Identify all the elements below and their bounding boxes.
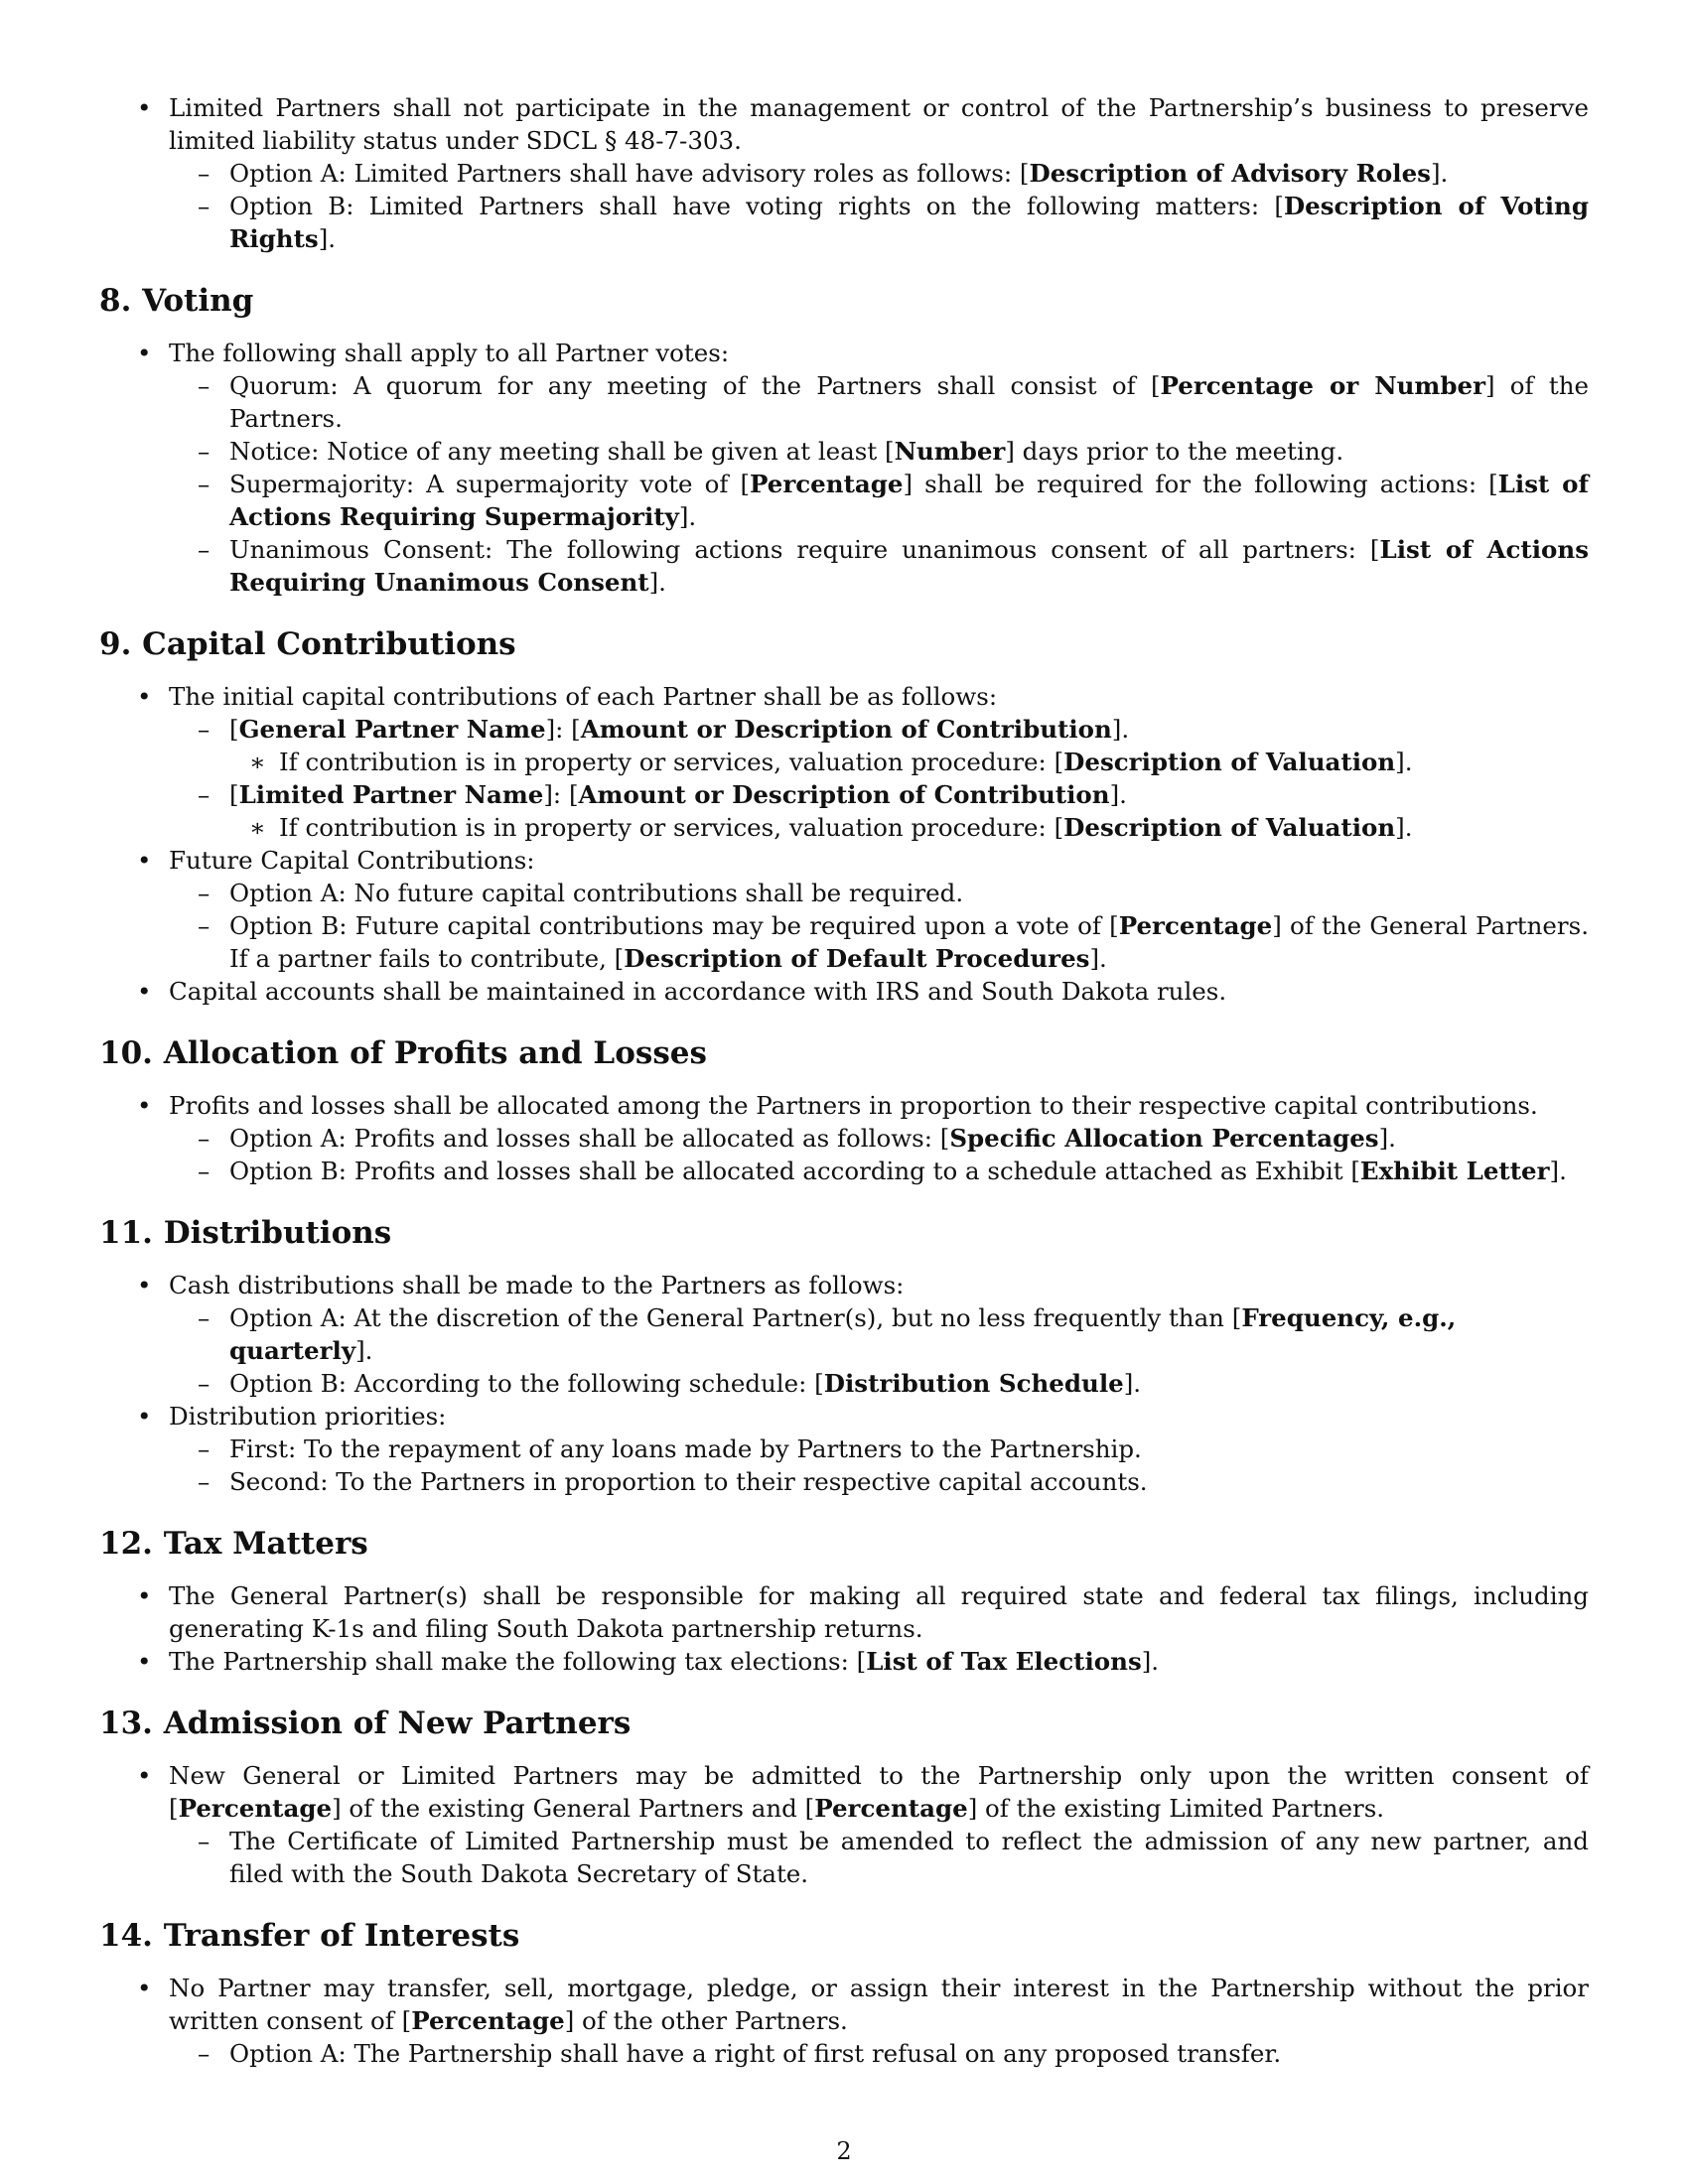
bullet-list: [99, 1579, 1589, 1678]
list-item: [229, 811, 1589, 844]
list-item: [169, 468, 1589, 533]
section-title: 11. Distributions: [99, 1215, 392, 1251]
list-item: [169, 1465, 1589, 1498]
list-item: [99, 1972, 1589, 2070]
item-text: Second: To the Partners in proportion to their respective capital accounts.: [229, 1467, 1148, 1496]
list-item: [99, 1759, 1589, 1890]
item-text: [: [229, 780, 239, 809]
section-14-transfer: [99, 1916, 1589, 2070]
item-text: ].: [1111, 715, 1130, 744]
placeholder-field: Percentage: [178, 1794, 333, 1823]
list-item: [99, 844, 1589, 975]
item-text: ].: [648, 568, 666, 597]
list-item: [169, 533, 1589, 599]
item-text: If contribution is in property or services, valuation procedure: [: [279, 748, 1064, 776]
item-text: Option B: Limited Partners shall have voting rights on the following matters: [: [229, 192, 1284, 220]
item-text: ].: [1378, 1124, 1396, 1153]
placeholder-field: List of Actions Requiring Unanimous Consent: [229, 535, 1589, 597]
section-title: 14. Transfer of Interests: [99, 1918, 520, 1954]
section-13-admission: [99, 1704, 1589, 1890]
placeholder-field: Frequency, e.g., quarterly: [229, 1303, 1457, 1365]
item-text: ] of the existing General Partners and [: [332, 1794, 815, 1823]
placeholder-field: Description of Valuation: [1063, 813, 1396, 842]
placeholder-field: Amount or Description of Contribution: [578, 780, 1110, 809]
section-title: 10. Allocation of Profits and Losses: [99, 1035, 707, 1071]
bullet-list: [99, 1269, 1589, 1498]
item-text: Option B: Profits and losses shall be allocated according to a schedule attached as Exhibit [: [229, 1157, 1360, 1185]
item-text: Supermajority: A supermajority vote of [: [229, 470, 750, 498]
list-item: [99, 1269, 1589, 1400]
sub-list: [169, 369, 1589, 599]
item-text: Option A: Profits and losses shall be allocated as follows: [: [229, 1124, 950, 1153]
item-text: First: To the repayment of any loans made by Partners to the Partnership.: [229, 1434, 1142, 1463]
item-text: Option A: No future capital contributions shall be required.: [229, 879, 964, 907]
item-text: Option A: Limited Partners shall have advisory roles as follows: [: [229, 159, 1030, 188]
item-text: ] of the General Partners. If a partner fails to contribute, [: [229, 911, 1589, 973]
bullet-list: [99, 337, 1589, 599]
list-item: [169, 369, 1589, 435]
section-11-distributions: [99, 1213, 1589, 1498]
page-number: 2: [836, 2137, 852, 2165]
item-text: Distribution priorities:: [169, 1402, 447, 1431]
section-9-capital-contributions: [99, 624, 1589, 1008]
list-item: [169, 1433, 1589, 1465]
placeholder-field: Description of Valuation: [1063, 748, 1396, 776]
bullet-list: [99, 91, 1589, 255]
item-text: The General Partner(s) shall be responsible for making all required state and federal tax filings, including generating K-1s and filing South Dakota partnership returns.: [169, 1581, 1589, 1643]
sub-list: [169, 1301, 1589, 1400]
placeholder-field: Percentage or Number: [1160, 371, 1485, 400]
item-text: ] of the other Partners.: [564, 2006, 848, 2035]
placeholder-field: Limited Partner Name: [238, 780, 544, 809]
item-text: ].: [1395, 748, 1413, 776]
bullet-list: [99, 1972, 1589, 2070]
list-item: [99, 1089, 1589, 1187]
item-text: [: [229, 715, 239, 744]
placeholder-field: Percentage: [750, 470, 904, 498]
item-text: New General or Limited Partners may be admitted to the Partnership only upon the written consent of [: [169, 1761, 1589, 1823]
bullet-list: [99, 1089, 1589, 1187]
placeholder-field: List of Actions Requiring Supermajority: [229, 470, 1589, 531]
section-title: 13. Admission of New Partners: [99, 1706, 632, 1741]
sub-list: [169, 157, 1589, 255]
list-item: [99, 680, 1589, 844]
sub-sub-list: [229, 746, 1589, 778]
section-title: 9. Capital Contributions: [99, 626, 516, 662]
list-item: [229, 746, 1589, 778]
sub-sub-list: [229, 811, 1589, 844]
item-text: Quorum: A quorum for any meeting of the Partners shall consist of [: [229, 371, 1161, 400]
item-text: No Partner may transfer, sell, mortgage, pledge, or assign their interest in the Partnership without the prior written consent of [: [169, 1974, 1589, 2035]
list-item: [99, 1579, 1589, 1645]
list-item: [169, 909, 1589, 975]
placeholder-field: Percentage: [1118, 911, 1273, 940]
list-item: [169, 877, 1589, 909]
sub-list: [169, 1433, 1589, 1498]
list-item: [169, 1825, 1589, 1890]
placeholder-field: List of Tax Elections: [866, 1647, 1142, 1676]
document-body: [99, 91, 1589, 2096]
item-text: Limited Partners shall not participate in the management or control of the Partnership’s business to preserve limited liability status under SDCL § 48-7-303.: [169, 93, 1589, 155]
placeholder-field: Specific Allocation Percentages: [949, 1124, 1379, 1153]
list-item: [99, 337, 1589, 599]
item-text: ] of the Partners.: [229, 371, 1589, 433]
placeholder-field: Number: [894, 437, 1006, 466]
list-item: [99, 1400, 1589, 1498]
list-item: [169, 435, 1589, 468]
section-title: 8. Voting: [99, 283, 254, 319]
bullet-list: [99, 1759, 1589, 1890]
list-item: [169, 190, 1589, 255]
item-text: ].: [355, 1336, 373, 1365]
item-text: Profits and losses shall be allocated among the Partners in proportion to their respective capital contributions.: [169, 1091, 1538, 1120]
item-text: Notice: Notice of any meeting shall be given at least [: [229, 437, 895, 466]
item-text: If contribution is in property or services, valuation procedure: [: [279, 813, 1064, 842]
sub-list: [169, 1825, 1589, 1890]
item-text: ].: [1549, 1157, 1567, 1185]
list-item: [169, 1155, 1589, 1187]
item-text: ]: [: [545, 715, 581, 744]
item-text: ]: [: [543, 780, 579, 809]
item-text: The initial capital contributions of each Partner shall be as follows:: [169, 682, 998, 711]
placeholder-field: Description of Default Procedures: [624, 944, 1090, 973]
list-item: [169, 713, 1589, 778]
placeholder-field: Percentage: [814, 1794, 968, 1823]
sub-list: [169, 877, 1589, 975]
item-text: ].: [1430, 159, 1449, 188]
list-item: [169, 1367, 1589, 1400]
list-item: [99, 91, 1589, 255]
list-item: [169, 778, 1589, 844]
placeholder-field: Amount or Description of Contribution: [580, 715, 1112, 744]
item-text: Unanimous Consent: The following actions require unanimous consent of all partners: [: [229, 535, 1380, 564]
section-7-continued: [99, 91, 1589, 255]
list-item: [99, 975, 1589, 1008]
placeholder-field: Description of Advisory Roles: [1029, 159, 1431, 188]
item-text: Capital accounts shall be maintained in accordance with IRS and South Dakota rules.: [169, 977, 1227, 1006]
item-text: ].: [1395, 813, 1413, 842]
item-text: ].: [318, 224, 337, 253]
section-12-tax-matters: [99, 1524, 1589, 1678]
item-text: ].: [1141, 1647, 1160, 1676]
list-item: [169, 1301, 1589, 1367]
sub-list: [169, 713, 1589, 844]
item-text: The following shall apply to all Partner votes:: [169, 339, 730, 367]
item-text: The Certificate of Limited Partnership must be amended to reflect the admission of any new partner, and filed with the South Dakota Secretary of State.: [229, 1827, 1589, 1888]
item-text: Cash distributions shall be made to the Partners as follows:: [169, 1271, 905, 1299]
item-text: ].: [1109, 780, 1127, 809]
list-item: [99, 1645, 1589, 1678]
item-text: ].: [1123, 1369, 1142, 1398]
sub-list: [169, 1122, 1589, 1187]
section-10-allocation: [99, 1033, 1589, 1187]
item-text: ] shall be required for the following actions: [: [903, 470, 1498, 498]
item-text: Future Capital Contributions:: [169, 846, 535, 875]
list-item: [169, 1122, 1589, 1155]
item-text: The Partnership shall make the following tax elections: [: [169, 1647, 867, 1676]
placeholder-field: Percentage: [411, 2006, 565, 2035]
item-text: Option B: According to the following schedule: [: [229, 1369, 824, 1398]
placeholder-field: General Partner Name: [238, 715, 546, 744]
item-text: ] days prior to the meeting.: [1005, 437, 1344, 466]
item-text: ] of the existing Limited Partners.: [967, 1794, 1385, 1823]
sub-list: [169, 2037, 1589, 2070]
bullet-list: [99, 680, 1589, 1008]
section-8-voting: [99, 281, 1589, 599]
placeholder-field: Distribution Schedule: [823, 1369, 1124, 1398]
list-item: [169, 2037, 1589, 2070]
list-item: [169, 157, 1589, 190]
item-text: ].: [1089, 944, 1107, 973]
item-text: Option B: Future capital contributions may be required upon a vote of [: [229, 911, 1119, 940]
item-text: Option A: The Partnership shall have a right of first refusal on any proposed transfer.: [229, 2039, 1282, 2068]
item-text: ].: [678, 502, 697, 531]
item-text: Option A: At the discretion of the General Partner(s), but no less frequently than [: [229, 1303, 1242, 1332]
placeholder-field: Exhibit Letter: [1359, 1157, 1550, 1185]
placeholder-field: Description of Voting Rights: [229, 192, 1589, 253]
section-title: 12. Tax Matters: [99, 1526, 368, 1562]
